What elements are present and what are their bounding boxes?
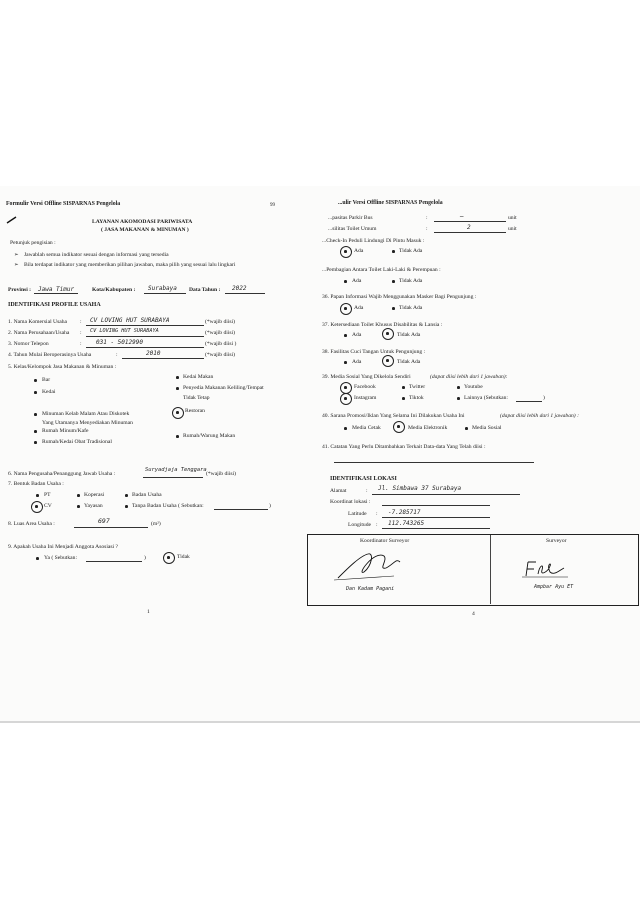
arrow-icon: ➢	[14, 262, 19, 268]
q7-option-cv: CV	[44, 503, 52, 509]
q36b-label: ...Pembagian Antara Toilet Laki-Laki & Perempuan :	[322, 267, 441, 273]
q39-lainnya: Lainnya (Sebutkan:	[464, 395, 508, 401]
q40-cetak: Media Cetak	[352, 425, 381, 431]
provinsi-value: Jawa Timur	[38, 286, 75, 293]
scanned-sheet	[0, 186, 640, 721]
q41-label: 41. Catatan Yang Perlu Ditambahkan Terkait Data-data Yang Telah diisi :	[322, 444, 486, 450]
longitude-value: 112.743265	[388, 520, 425, 527]
q5-option-bar: Bar	[42, 377, 51, 383]
q4-line	[122, 358, 204, 359]
q5-label: 5. Kelas/Kelompok Jasa Makanan & Minuman :	[8, 364, 117, 370]
q5-option-rumah-minum: Rumah Minum/Kafe	[42, 428, 89, 434]
q34-label: ...pasitas Parkir Bus	[328, 215, 373, 221]
alamat-label: Alamat	[330, 488, 347, 494]
q3-value: 031 - 5012990	[96, 339, 143, 346]
q39-facebook: Facebook	[354, 384, 376, 390]
left-header: Formulir Versi Offline SISPARNAS Pengelola	[6, 201, 121, 207]
q8-value: 697	[98, 517, 110, 525]
q8-label: 8. Luas Area Usaha :	[8, 521, 55, 527]
q2-value: CV LOVING HUT SURABAYA	[90, 328, 159, 334]
q34-unit: unit	[508, 215, 517, 221]
q5-option-restoran: Restoran	[185, 408, 205, 414]
q36-ada: Ada	[354, 305, 364, 311]
q7-close: )	[269, 503, 271, 509]
q40-elektronik: Media Elektronik	[408, 425, 448, 431]
q1-required: (*wajib diisi)	[205, 319, 235, 325]
q3-required: (*wajib diisi )	[205, 341, 237, 347]
koordinator-name: Dan Kadam Pagani	[346, 586, 395, 592]
q36a-label: ...Check-In Peduli Lindungi Di Pintu Masuk :	[322, 238, 425, 244]
pen-stroke-icon	[6, 216, 18, 224]
q36a-tidak: Tidak Ada	[399, 248, 423, 254]
q40-note: (dapat diisi lebih dari 1 jawaban) :	[500, 413, 579, 419]
q4-label: 4. Tahun Mulai Beroperasinya Usaha	[8, 352, 92, 358]
left-header-mark: 99	[270, 203, 275, 208]
provinsi-line	[34, 293, 78, 294]
scan-bottom-edge	[0, 721, 640, 723]
q38-ada: Ada	[352, 359, 362, 365]
alamat-line	[372, 494, 520, 495]
q39-tiktok: Tiktok	[409, 395, 424, 401]
surveyor-name: Ampbar Ayu ET	[534, 584, 574, 590]
surveyor-signature	[520, 558, 570, 580]
q5-option-penyedia-2: Tidak Tetap	[183, 395, 210, 401]
q1-line	[86, 325, 204, 326]
tahun-value: 2022	[232, 285, 247, 292]
right-page: ...ulir Versi Offline SISPARNAS Pengelola ...pasitas Parkir Bus : – unit ...silitas Toilet Umum : 2 unit ...Check-In Peduli Lindungi Di Pintu Masuk : Ada Tidak Ada ...Pembagian Antara Toilet Laki-Laki & Perempuan : Ada Tidak Ada 36. Papan Informasi Wajib Menggunakan Masker Bagi Pengunjung : Ada Tidak Ada 37. Ketersediaan Toilet Khusus Disabilitas & Lansia : Ada Tidak Ada 38. Fasilitas Cuci Tangan Untuk Pengunjung : Ada Tidak Ada 39. Media Sosial Yang Dikelola Sendiri (dapat diisi lebih dari 1 jawaban): Facebook Twitter Youtube Instagram Tiktok Lainnya (Sebutkan: ) 40. Sarana Promosi/Iklan Yang Selama Ini Dilakukan Usaha Ini (dapat diisi lebih dari 1 jawaban) : Media Cetak Media Elektronik Media Sosial 41. Catatan Yang Perlu Ditambahkan Terkait Data-data Yang Telah diisi : IDENTIFIKASI LOKASI Alamat : Jl. Simbawa 37 Surabaya Koordinat lokasi : Latitude : -7.285717 Longitude : 112.743265 Koordinator Surveyor Surveyor Dan Kadam Pagani Ampbar Ayu ET 4	[320, 186, 640, 721]
instruction-2: Bila terdapat indikator yang memberikan pilihan jawaban, maka pilih yang sesuai lalu lingkari	[24, 262, 236, 268]
q37-tidak: Tidak Ada	[397, 332, 421, 338]
title-line-1: LAYANAN AKOMODASI PARIWISATA	[92, 219, 193, 225]
q5-option-penyedia-1: Penyedia Makanan Keliling/Tempat	[183, 385, 264, 391]
longitude-line	[382, 528, 490, 529]
q6-label: 6. Nama Pengusaha/Penanggung Jawab Usaha :	[8, 471, 116, 477]
surveyor-label: Surveyor	[546, 538, 567, 544]
left-page: Formulir Versi Offline SISPARNAS Pengelola 99 LAYANAN AKOMODASI PARIWISATA ( JASA MAKANAN & MINUMAN ) Petunjuk pengisian : ➢ Jawablah semua indikator sesuai dengan informasi yang tersedia ➢ Bila terdapat indikator yang memberikan pilihan jawaban, maka pilih yang sesuai lalu lingkari Provinsi : Jawa Timur Kota/Kabupaten : Surabaya Data Tahun : 2022 IDENTIFIKASI PROFILE USAHA 1. Nama Komersial Usaha : CV LOVING HUT SURABAYA (*wajib diisi) 2. Nama Perusahaan/Usaha : CV LOVING HUT SURABAYA (*wajib diisi) 3. Nomor Telepon : 031 - 5012990 (*wajib diisi ) 4. Tahun Mulai Beroperasinya Usaha : 2010 (*wajib diisi) 5. Kelas/Kelompok Jasa Makanan & Minuman : Bar Kedai Kedai Makan Penyedia Makanan Keliling/Tempat Tidak Tetap Minuman Kelab Malam Atau Diskotek Yang Utamanya Menyediakan Minuman Restoran Rumah Minum/Kafe Rumah/Warung Makan Rumah/Kedai Obat Tradisional 6. Nama Pengusaha/Penanggung Jawab Usaha : Suryadjaja Tenggara (*wajib diisi) 7. Bentuk Badan Usaha : PT Koperasi Badan Usaha CV Yayasan Tanpa Badan Usaha ( Sebutkan: ) 8. Luas Area Usaha : 697 (m²) 9. Apakah Usaha Ini Menjadi Anggota Asosiasi ? Ya ( Sebutkan: ) Tidak 1	[6, 201, 275, 615]
q6-required: (*wajib diisi)	[206, 471, 236, 477]
instructions-label: Petunjuk pengisian :	[10, 240, 56, 246]
q34-line	[434, 221, 506, 222]
koordinat-line	[382, 505, 490, 506]
q6-line	[143, 477, 203, 478]
q37-label: 37. Ketersediaan Toilet Khusus Disabilitas & Lansia :	[322, 322, 443, 328]
q39-twitter: Twitter	[409, 384, 426, 390]
q41-line	[334, 462, 534, 463]
q35-unit: unit	[508, 226, 517, 232]
q5-option-rumah-warung: Rumah/Warung Makan	[183, 433, 236, 439]
q4-required: (*wajib diisi)	[205, 352, 235, 358]
q37-ada: Ada	[352, 332, 362, 338]
q39-youtube: Youtube	[464, 384, 483, 390]
q7-option-tanpa: Tanpa Badan Usaha ( Sebutkan:	[132, 503, 204, 509]
q36b-tidak: Tidak Ada	[399, 278, 423, 284]
koordinator-signature	[334, 546, 404, 586]
q34-value: –	[460, 213, 464, 220]
q9-label: 9. Apakah Usaha Ini Menjadi Anggota Asosiasi ?	[8, 544, 118, 550]
kota-label: Kota/Kabupaten :	[92, 287, 136, 293]
q7-line	[214, 509, 268, 510]
longitude-label: Longitude	[348, 522, 371, 528]
arrow-icon: ➢	[14, 252, 19, 258]
latitude-line	[382, 517, 490, 518]
latitude-label: Latitude	[348, 511, 367, 517]
q39-instagram: Instagram	[354, 395, 377, 401]
q5-option-rumah-kedai: Rumah/Kedai Obat Tradisional	[42, 439, 112, 445]
q36a-ada: Ada	[354, 248, 364, 254]
q3-line	[86, 347, 204, 348]
q40-sosial: Media Sosial	[472, 425, 502, 431]
q9-close: )	[144, 555, 146, 561]
q2-line	[86, 336, 204, 337]
kota-line	[144, 293, 186, 294]
instruction-1: Jawablah semua indikator sesuai dengan informasi yang tersedia	[24, 252, 169, 258]
signature-divider	[490, 535, 491, 604]
q35-line	[434, 232, 506, 233]
q40-label: 40. Sarana Promosi/Iklan Yang Selama Ini Dilakukan Usaha Ini	[322, 413, 465, 419]
q9-ya: Ya ( Sebutkan:	[44, 555, 77, 561]
q2-required: (*wajib diisi)	[205, 330, 235, 336]
q7-option-koperasi: Koperasi	[84, 492, 105, 498]
q6-value: Suryadjaja Tenggara	[145, 467, 207, 473]
latitude-value: -7.285717	[388, 509, 421, 516]
koordinator-label: Koordinator Surveyor	[360, 538, 410, 544]
q39-line	[516, 401, 542, 402]
q36b-ada: Ada	[352, 278, 362, 284]
q4-value: 2010	[146, 350, 161, 357]
q7-label: 7. Bentuk Badan Usaha :	[8, 481, 64, 487]
q36-label: 36. Papan Informasi Wajib Menggunakan Masker Bagi Pengunjung :	[322, 294, 477, 300]
q8-unit: (m²)	[151, 521, 161, 527]
section-title: IDENTIFIKASI PROFILE USAHA	[8, 302, 101, 308]
kota-value: Surabaya	[148, 285, 177, 292]
left-page-number: 1	[147, 609, 150, 615]
lokasi-title: IDENTIFIKASI LOKASI	[330, 476, 397, 482]
q39-note: (dapat diisi lebih dari 1 jawaban):	[430, 374, 508, 380]
q39-close: )	[543, 395, 545, 401]
right-page-number: 4	[472, 611, 475, 617]
q9-tidak: Tidak	[177, 554, 190, 560]
koordinat-label: Koordinat lokasi :	[330, 499, 371, 505]
q9-line	[86, 561, 142, 562]
q5-option-kedai-makan: Kedai Makan	[183, 374, 214, 380]
q35-label: ...silitas Toilet Umum	[328, 226, 377, 232]
q7-option-badan-usaha: Badan Usaha	[132, 492, 162, 498]
q38-tidak: Tidak Ada	[397, 359, 421, 365]
q35-value: 2	[467, 224, 471, 231]
q1-label: 1. Nama Komersial Usaha	[8, 319, 68, 325]
q8-line	[74, 527, 148, 528]
q5-option-minuman-1: Minuman Kelab Malam Atau Diskotek	[42, 411, 130, 417]
q2-label: 2. Nama Perusahaan/Usaha	[8, 330, 70, 336]
alamat-value: Jl. Simbawa 37 Surabaya	[378, 485, 462, 492]
q39-label: 39. Media Sosial Yang Dikelola Sendiri	[322, 374, 411, 380]
q7-option-pt: PT	[44, 492, 51, 498]
q7-option-yayasan: Yayasan	[84, 503, 103, 509]
q1-value: CV LOVING HUT SURABAYA	[90, 317, 170, 324]
q5-option-kedai: Kedai	[42, 389, 56, 395]
title-line-2: ( JASA MAKANAN & MINUMAN )	[101, 227, 189, 233]
q5-option-minuman-2: Yang Utamanya Menyediakan Minuman	[42, 420, 133, 426]
q38-label: 38. Fasilitas Cuci Tangan Untuk Pengunjung :	[322, 349, 426, 355]
right-header: ...ulir Versi Offline SISPARNAS Pengelola	[338, 200, 443, 206]
tahun-label: Data Tahun :	[189, 287, 221, 293]
q3-label: 3. Nomor Telepon	[8, 341, 49, 347]
provinsi-label: Provinsi :	[8, 287, 32, 293]
tahun-line	[225, 293, 265, 294]
q36-tidak: Tidak Ada	[399, 305, 423, 311]
